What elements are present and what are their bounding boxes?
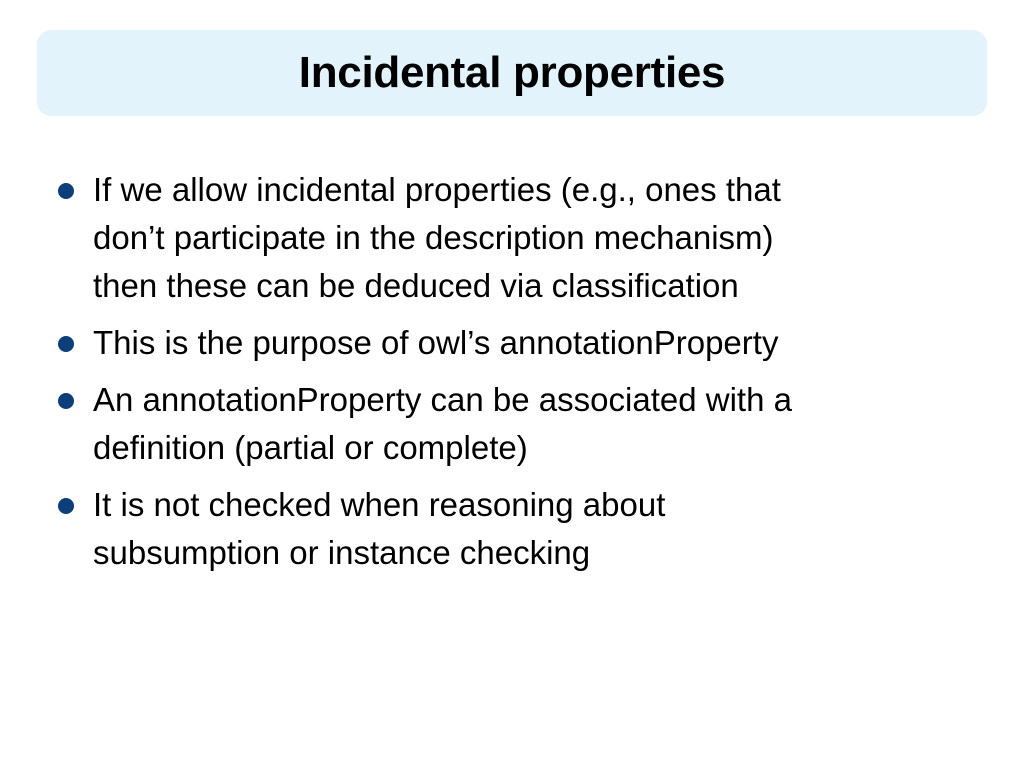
- bullet-text-line: definition (partial or complete): [93, 429, 528, 466]
- bullet-item: [0, 319, 1024, 367]
- bullet-dot-icon: [58, 183, 74, 199]
- bullet-dot-icon: [58, 393, 74, 409]
- bullet-item: [0, 481, 1024, 577]
- slide-title: Incidental properties: [298, 48, 726, 97]
- bullet-dot-icon: [58, 498, 74, 514]
- bullet-text-line: subsumption or instance checking: [93, 534, 591, 571]
- bullet-item: [0, 166, 1024, 310]
- bullet-text-line: don’t participate in the description mechanism): [93, 219, 774, 256]
- bullet-text-line: This is the purpose of owl’s annotationProperty: [93, 324, 779, 361]
- bullet-text-line: It is not checked when reasoning about: [93, 486, 666, 523]
- bullet-item: [0, 376, 1024, 472]
- bullet-dot-icon: [58, 336, 74, 352]
- bullet-text-line: then these can be deduced via classification: [93, 267, 739, 304]
- bullet-list: [0, 166, 1024, 586]
- title-banner: [37, 30, 987, 116]
- bullet-text-line: An annotationProperty can be associated with a: [93, 381, 792, 418]
- bullet-text-line: If we allow incidental properties (e.g., ones that: [93, 171, 781, 208]
